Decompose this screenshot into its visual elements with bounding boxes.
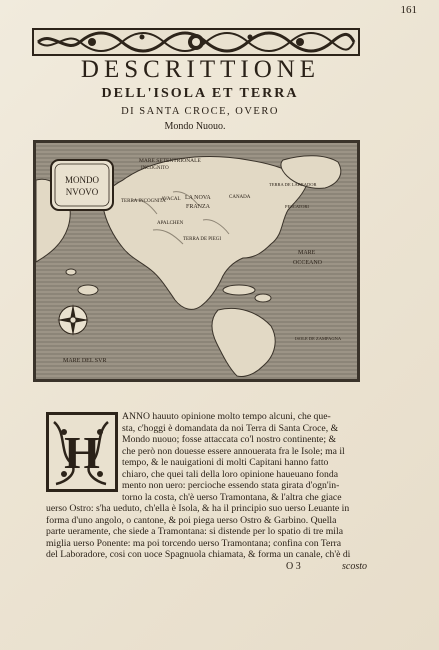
title-subtitle-3: Mondo Nuouo. bbox=[164, 121, 226, 132]
map-label-mare-del-sur: MARE DEL SVR bbox=[63, 358, 107, 364]
initial-letter: H bbox=[64, 427, 100, 478]
cartouche-line-1: MONDO bbox=[64, 175, 100, 185]
map-engraving bbox=[33, 140, 360, 382]
map-label-isole-de-zampagna: ISOLE DE ZAMPAGNA bbox=[295, 336, 342, 341]
cartouche-line-2: NVOVO bbox=[65, 187, 99, 197]
body-text bbox=[46, 411, 366, 561]
text-line-8: torno la costa, ch'è uerso Tramontana, & l'altra che giace bbox=[122, 491, 342, 503]
text-line-3: Mondo nuouo; fosse attaccata co'l nostro continente; & bbox=[122, 434, 337, 445]
title-subtitle-2: DI SANTA CROCE, OVERO bbox=[121, 106, 279, 117]
map-label-terra-de-labrador: TERRA DE LABRADOR bbox=[269, 182, 317, 187]
map-cartouche bbox=[51, 160, 113, 210]
text-line-4: che però non douesse essere annouerata fra le Isole; ma il bbox=[122, 445, 345, 457]
text-line-10: forma d'uno angolo, o cantone, & poi piega uerso Ostro & Garbino. Quella bbox=[46, 514, 337, 526]
text-line-6: chiaro, che quei tali della loro opinione haueuano fonda bbox=[122, 468, 339, 480]
map-label-terra-incognita: TERRA INCOGNITA bbox=[121, 199, 166, 204]
map-label-la-nova: LA NOVA bbox=[185, 195, 211, 201]
signature-mark: O 3 bbox=[286, 561, 301, 572]
text-line-9: uerso Ostro: s'ha ueduto, ch'ella è Isola, & ha il principio suo uerso Leuante in bbox=[46, 503, 350, 514]
map-label-incognito: INCOGNITO bbox=[141, 166, 169, 171]
map-label-avacal: AVACAL bbox=[161, 197, 181, 202]
map-label-occeano: OCCEANO bbox=[293, 260, 323, 266]
map-label-apalchen: APALCHEN bbox=[157, 221, 184, 226]
text-line-13: del Laboradore, cosi con uoce Spagnuola chiamata, & forma un canale, ch'è di bbox=[46, 549, 351, 560]
map-label-pescatori: PESCATORI bbox=[285, 204, 309, 209]
text-line-2: sta, c'hoggi è domandata da noi Terra di Santa Croce, & bbox=[122, 422, 339, 434]
text-line-7: mento non uero: percioche essendo stata girata d'ogn'in- bbox=[122, 480, 340, 491]
title-subtitle-1: DELL'ISOLA ET TERRA bbox=[101, 86, 299, 101]
text-line-12: miglia uerso Ponente: ma poi torcendo uerso Tramontana; confina con Terra bbox=[46, 537, 342, 549]
ornamental-headpiece bbox=[32, 28, 360, 56]
map-label-mare: MARE bbox=[298, 250, 316, 256]
map-label-franza: FRANZA bbox=[186, 204, 211, 210]
text-line-5: tempo, & le nauigationi di molti Capitani hanno fatto bbox=[122, 457, 329, 468]
text-line-1: ANNO hauuto opinione molto tempo alcuni, che que- bbox=[122, 411, 331, 422]
catchword: scosto bbox=[342, 561, 367, 572]
page-number: 161 bbox=[400, 4, 417, 16]
map-label-mare-settentrionale: MARE SETENTRIONALE bbox=[139, 158, 201, 164]
title-main: DESCRITTIONE bbox=[80, 56, 321, 83]
text-line-11: parte ueramente, che siede a Tramontana: si distende per lo spatio di tre mila bbox=[46, 526, 343, 537]
map-label-canada: CANADA bbox=[229, 195, 251, 200]
map-label-terra-de-piegi: TERRA DE PIEGI bbox=[183, 237, 222, 242]
